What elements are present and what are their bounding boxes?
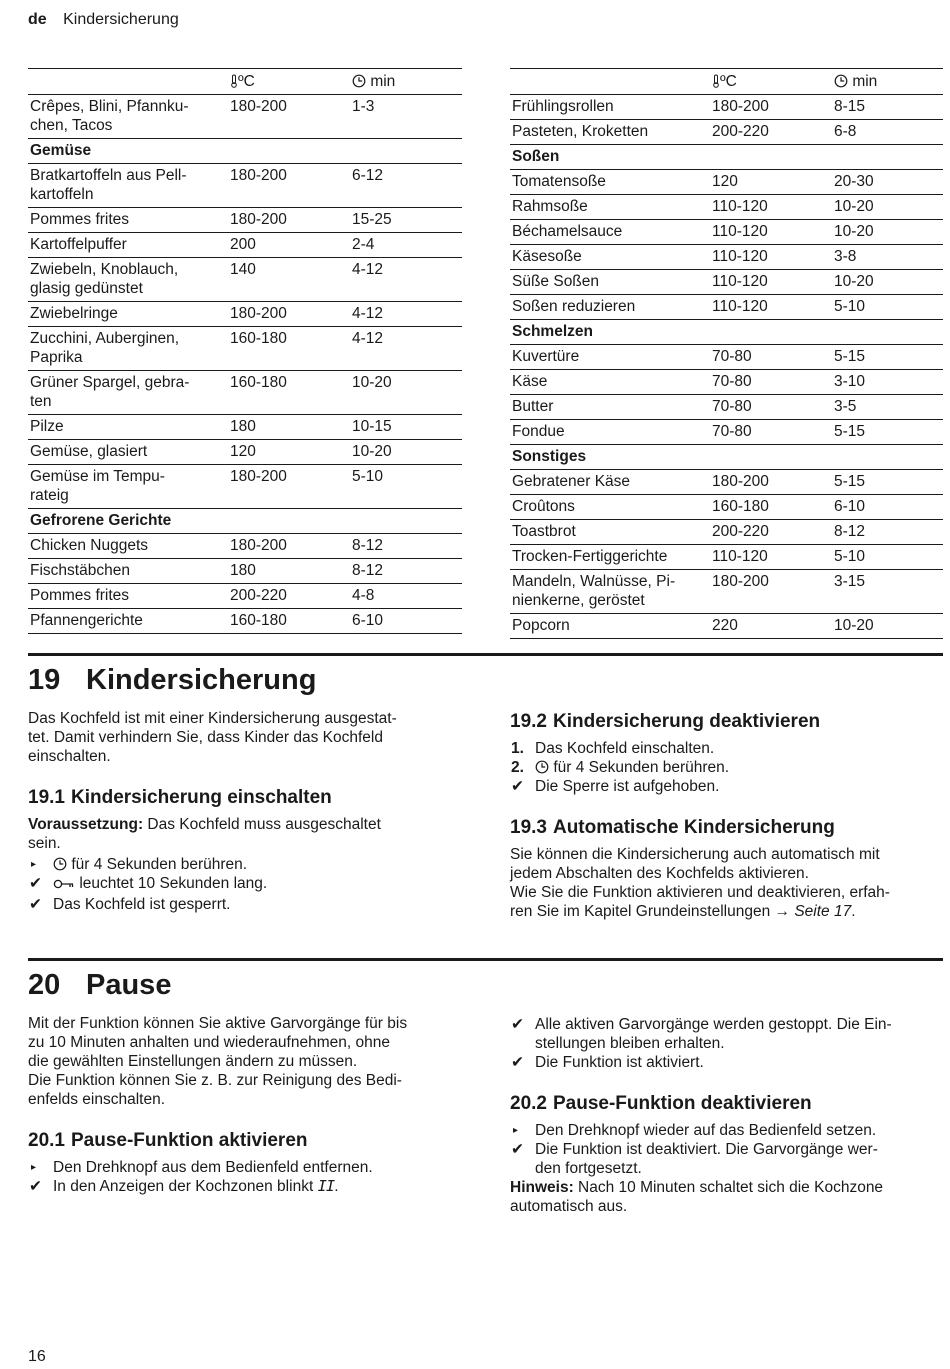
table-header-row	[510, 69, 943, 95]
table-row	[28, 440, 462, 465]
time-cell: 5-15	[832, 420, 943, 445]
food-cell: Pommes frites	[28, 584, 228, 609]
section-label: Gemüse	[28, 139, 462, 164]
table-row	[28, 371, 462, 415]
temperature-cell: 110-120	[710, 195, 832, 220]
food-cell: Kartoffelpuffer	[28, 233, 228, 258]
food-cell: Popcorn	[510, 614, 710, 639]
result-item: ✔ leuchtet 10 Sekunden lang.	[29, 875, 268, 892]
triangle-step-icon: ▸	[31, 859, 37, 870]
table-row	[28, 208, 462, 233]
triangle-step-icon: ▸	[513, 1125, 519, 1136]
table-row	[510, 545, 943, 570]
section-label: Soßen	[510, 145, 943, 170]
temperature-cell: 160-180	[228, 371, 350, 415]
table-row	[510, 420, 943, 445]
table-row	[28, 559, 462, 584]
cooking-table-left	[28, 68, 462, 634]
time-cell: 4-12	[350, 258, 462, 302]
temperature-cell: 180-200	[710, 470, 832, 495]
time-cell: 6-10	[350, 609, 462, 634]
food-cell: Grüner Spargel, gebra- ten	[28, 371, 228, 415]
table-row	[510, 520, 943, 545]
temperature-column-header: ºC	[710, 69, 832, 95]
time-cell: 4-8	[350, 584, 462, 609]
chapter-heading-20: 20 Pause	[28, 969, 172, 1001]
temperature-cell: 70-80	[710, 395, 832, 420]
time-cell: 10-20	[832, 220, 943, 245]
food-cell: Käse	[510, 370, 710, 395]
checkmark-icon: ✔	[29, 875, 42, 892]
timer-icon	[53, 857, 67, 871]
food-cell: Gemüse, glasiert	[28, 440, 228, 465]
temperature-cell: 200-220	[710, 520, 832, 545]
page-reference-link[interactable]: Seite 17	[794, 903, 852, 920]
time-cell: 1-3	[350, 95, 462, 139]
food-cell: Zwiebeln, Knoblauch, glasig gedünstet	[28, 258, 228, 302]
table-row	[510, 570, 943, 614]
food-cell: Rahmsoße	[510, 195, 710, 220]
time-cell: 15-25	[350, 208, 462, 233]
step-item: 1. Das Kochfeld einschalten.	[511, 740, 715, 757]
time-cell: 3-5	[832, 395, 943, 420]
time-column-header: min	[350, 69, 462, 95]
food-cell: Pommes frites	[28, 208, 228, 233]
temperature-cell: 110-120	[710, 545, 832, 570]
temperature-cell: 120	[228, 440, 350, 465]
key-icon	[53, 878, 75, 890]
checkmark-icon: ✔	[511, 1054, 524, 1071]
food-cell: Croûtons	[510, 495, 710, 520]
time-column-header: min	[832, 69, 943, 95]
food-cell: Béchamelsauce	[510, 220, 710, 245]
checkmark-icon: ✔	[29, 896, 42, 913]
food-cell: Toastbrot	[510, 520, 710, 545]
paragraph: Wie Sie die Funktion aktivieren und deaktivieren, erfah- ren Sie im Kapitel Grundeinstellungen → Seite 17.	[510, 884, 890, 920]
temperature-cell: 200-220	[228, 584, 350, 609]
temperature-cell: 70-80	[710, 345, 832, 370]
table-row	[510, 220, 943, 245]
food-cell: Pilze	[28, 415, 228, 440]
triangle-step-icon: ▸	[31, 1162, 37, 1173]
food-cell: Käsesoße	[510, 245, 710, 270]
note: Hinweis: Nach 10 Minuten schaltet sich die Kochzone automatisch aus.	[510, 1179, 884, 1215]
temperature-cell: 200-220	[710, 120, 832, 145]
food-cell: Fondue	[510, 420, 710, 445]
section-label: Schmelzen	[510, 320, 943, 345]
temperature-cell: 180-200	[228, 465, 350, 509]
time-cell: 2-4	[350, 233, 462, 258]
pause-display-symbol: II	[317, 1177, 335, 1195]
section-heading-19-1: 19.1 Kindersicherung einschalten	[28, 787, 332, 808]
food-cell: Pasteten, Kroketten	[510, 120, 710, 145]
table-row	[28, 465, 462, 509]
step-item: ▸ Den Drehknopf wieder auf das Bedienfeld setzen.	[513, 1122, 877, 1139]
table-row	[510, 120, 943, 145]
time-cell: 3-10	[832, 370, 943, 395]
timer-icon	[834, 74, 848, 88]
table-section-row	[510, 320, 943, 345]
table-section-row	[28, 509, 462, 534]
time-cell: 3-8	[832, 245, 943, 270]
temperature-cell: 180-200	[710, 570, 832, 614]
food-cell: Zucchini, Auberginen, Paprika	[28, 327, 228, 371]
time-cell: 6-8	[832, 120, 943, 145]
food-cell: Gebratener Käse	[510, 470, 710, 495]
food-cell: Trocken-Fertiggerichte	[510, 545, 710, 570]
page-number: 16	[28, 1348, 46, 1365]
arrow-icon: →	[774, 903, 791, 920]
table-row	[28, 95, 462, 139]
result-item: ✔ Das Kochfeld ist gesperrt.	[29, 896, 231, 913]
chapter-20-intro: Mit der Funktion können Sie aktive Garvorgänge für bis zu 10 Minuten anhalten und wiederaufnehmen, ohne die gewählten Einstellungen ändern zu müssen.	[28, 1015, 408, 1070]
language-code: de	[28, 11, 47, 28]
table-row	[510, 345, 943, 370]
temperature-cell: 180-200	[710, 95, 832, 120]
time-cell: 3-15	[832, 570, 943, 614]
temperature-cell: 140	[228, 258, 350, 302]
food-cell: Tomatensoße	[510, 170, 710, 195]
temperature-cell: 110-120	[710, 245, 832, 270]
table-row	[510, 245, 943, 270]
paragraph: Sie können die Kindersicherung auch automatisch mit jedem Abschalten des Kochfelds aktivieren.	[510, 846, 880, 882]
thermometer-icon	[712, 74, 720, 88]
table-row	[510, 270, 943, 295]
table-row	[28, 609, 462, 634]
section-label: Gefrorene Gerichte	[28, 509, 462, 534]
table-row	[28, 302, 462, 327]
time-cell: 5-10	[832, 295, 943, 320]
food-cell: Gemüse im Tempu- rateig	[28, 465, 228, 509]
chapter-19-intro: Das Kochfeld ist mit einer Kindersicherung ausgestat- tet. Damit verhindern Sie, dass Kinder das Kochfeld einschalten.	[28, 710, 397, 765]
step-item: 2. für 4 Sekunden berühren.	[511, 759, 730, 776]
table-row	[510, 95, 943, 120]
time-cell: 10-20	[832, 195, 943, 220]
table-row	[28, 415, 462, 440]
table-row	[510, 470, 943, 495]
temperature-cell: 180-200	[228, 95, 350, 139]
section-heading-20-1: 20.1 Pause-Funktion aktivieren	[28, 1130, 308, 1151]
time-cell: 10-20	[832, 270, 943, 295]
time-cell: 8-12	[350, 559, 462, 584]
time-cell: 4-12	[350, 327, 462, 371]
result-item: ✔ Alle aktiven Garvorgänge werden gestoppt. Die Ein- stellungen bleiben erhalten.	[511, 1016, 892, 1052]
section-label: Sonstiges	[510, 445, 943, 470]
timer-icon	[535, 760, 549, 774]
chapter-19-left-column	[28, 709, 463, 914]
table-row	[28, 164, 462, 208]
temperature-cell: 180	[228, 415, 350, 440]
time-cell: 4-12	[350, 302, 462, 327]
food-cell: Süße Soßen	[510, 270, 710, 295]
table-row	[28, 258, 462, 302]
food-cell: Butter	[510, 395, 710, 420]
temperature-cell: 180-200	[228, 534, 350, 559]
thermometer-icon	[230, 74, 238, 88]
section-rule	[28, 653, 943, 656]
food-cell: Mandeln, Walnüsse, Pi- nienkerne, geröstet	[510, 570, 710, 614]
time-cell: 6-12	[350, 164, 462, 208]
table-row	[28, 233, 462, 258]
section-rule	[28, 958, 943, 961]
table-section-row	[510, 445, 943, 470]
food-cell: Frühlingsrollen	[510, 95, 710, 120]
time-cell: 5-10	[832, 545, 943, 570]
time-cell: 5-10	[350, 465, 462, 509]
temperature-cell: 160-180	[710, 495, 832, 520]
chapter-19-right-column	[510, 710, 945, 921]
temperature-column-header: ºC	[228, 69, 350, 95]
food-cell: Zwiebelringe	[28, 302, 228, 327]
time-cell: 10-20	[350, 440, 462, 465]
result-item: ✔ Die Sperre ist aufgehoben.	[511, 778, 720, 795]
food-cell: Crêpes, Blini, Pfannku- chen, Tacos	[28, 95, 228, 139]
table-row	[28, 327, 462, 371]
temperature-cell: 70-80	[710, 370, 832, 395]
prerequisite: Voraussetzung: Das Kochfeld muss ausgeschaltet sein.	[28, 816, 381, 852]
checkmark-icon: ✔	[511, 1141, 524, 1158]
result-item: ✔ Die Funktion ist aktiviert.	[511, 1054, 704, 1071]
time-cell: 20-30	[832, 170, 943, 195]
step-item: ▸ Den Drehknopf aus dem Bedienfeld entfernen.	[31, 1159, 373, 1176]
running-header	[28, 10, 179, 29]
table-header-row	[28, 69, 462, 95]
chapter-heading-19: 19 Kindersicherung	[28, 664, 317, 696]
time-cell: 10-20	[350, 371, 462, 415]
temperature-cell: 200	[228, 233, 350, 258]
temperature-cell: 180-200	[228, 302, 350, 327]
checkmark-icon: ✔	[511, 1016, 524, 1033]
section-heading-19-2: 19.2 Kindersicherung deaktivieren	[510, 711, 821, 732]
food-cell: Pfannengerichte	[28, 609, 228, 634]
time-cell: 8-12	[832, 520, 943, 545]
table-row	[28, 584, 462, 609]
food-cell: Kuvertüre	[510, 345, 710, 370]
temperature-cell: 180-200	[228, 164, 350, 208]
food-cell: Bratkartoffeln aus Pell- kartoffeln	[28, 164, 228, 208]
time-cell: 5-15	[832, 470, 943, 495]
temperature-cell: 110-120	[710, 270, 832, 295]
temperature-cell: 180-200	[228, 208, 350, 233]
result-item: ✔ In den Anzeigen der Kochzonen blinkt II.	[29, 1177, 339, 1195]
time-cell: 8-15	[832, 95, 943, 120]
checkmark-icon: ✔	[29, 1178, 42, 1195]
time-cell: 5-15	[832, 345, 943, 370]
table-row	[510, 295, 943, 320]
temperature-cell: 180	[228, 559, 350, 584]
chapter-20-left-column	[28, 1014, 463, 1196]
table-section-row	[510, 145, 943, 170]
table-row	[510, 395, 943, 420]
table-row	[28, 534, 462, 559]
section-heading-20-2: 20.2 Pause-Funktion deaktivieren	[510, 1093, 812, 1114]
temperature-cell: 70-80	[710, 420, 832, 445]
cooking-table-right	[510, 68, 943, 639]
table-row	[510, 170, 943, 195]
food-cell: Chicken Nuggets	[28, 534, 228, 559]
temperature-cell: 110-120	[710, 220, 832, 245]
table-row	[510, 495, 943, 520]
temperature-cell: 120	[710, 170, 832, 195]
section-heading-19-3: 19.3 Automatische Kindersicherung	[510, 817, 835, 838]
timer-icon	[352, 74, 366, 88]
chapter-20-right-column	[510, 1015, 945, 1216]
result-item: ✔ Die Funktion ist deaktiviert. Die Garvorgänge wer- den fortgesetzt.	[511, 1141, 878, 1177]
temperature-cell: 220	[710, 614, 832, 639]
table-row	[510, 195, 943, 220]
chapter-20-intro: Die Funktion können Sie z. B. zur Reinigung des Bedi- enfelds einschalten.	[28, 1072, 402, 1108]
time-cell: 6-10	[832, 495, 943, 520]
time-cell: 8-12	[350, 534, 462, 559]
time-cell: 10-15	[350, 415, 462, 440]
step-item: ▸ für 4 Sekunden berühren.	[31, 856, 248, 873]
temperature-cell: 160-180	[228, 327, 350, 371]
table-row	[510, 370, 943, 395]
table-section-row	[28, 139, 462, 164]
food-cell: Soßen reduzieren	[510, 295, 710, 320]
table-row	[510, 614, 943, 639]
temperature-cell: 160-180	[228, 609, 350, 634]
time-cell: 10-20	[832, 614, 943, 639]
checkmark-icon: ✔	[511, 778, 524, 795]
header-title: Kindersicherung	[63, 11, 179, 28]
temperature-cell: 110-120	[710, 295, 832, 320]
food-cell: Fischstäbchen	[28, 559, 228, 584]
